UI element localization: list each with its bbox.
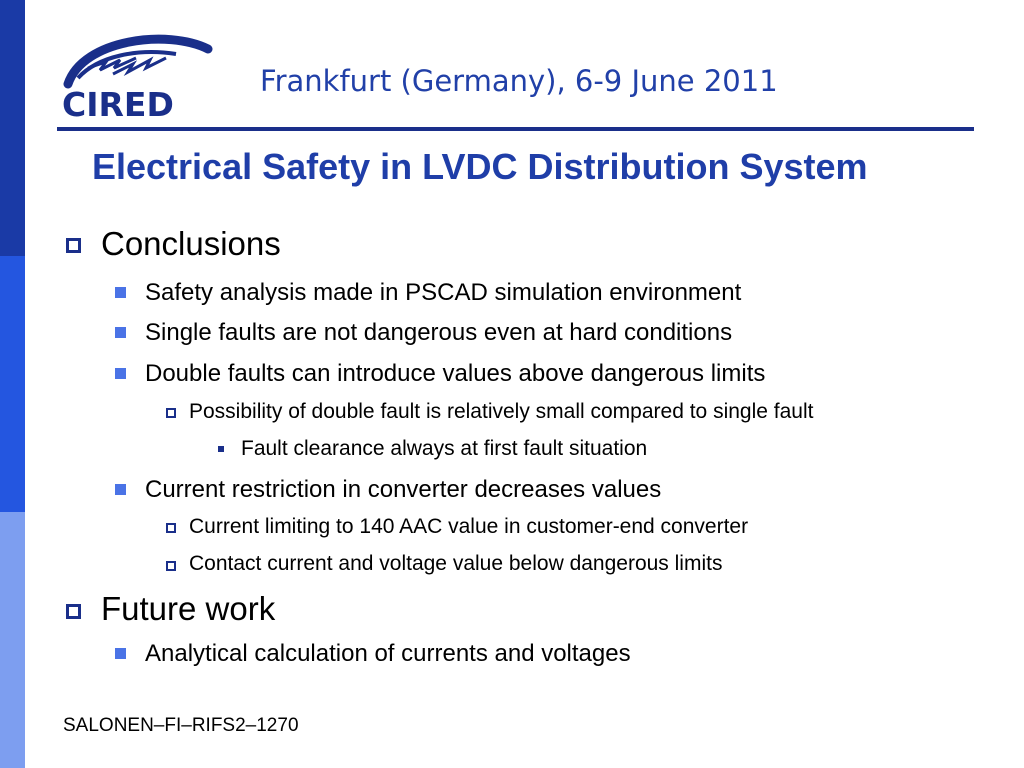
- bullet-item: Analytical calculation of currents and voltages: [145, 640, 631, 667]
- bullet-conclusions: Conclusions: [101, 225, 281, 262]
- square-bullet-icon: [115, 648, 126, 659]
- bullet-item: Current limiting to 140 AAC value in customer-end converter: [189, 515, 749, 538]
- bullet-item: Possibility of double fault is relatively small compared to single fault: [189, 400, 814, 423]
- square-bullet-icon: [115, 327, 126, 338]
- square-bullet-icon: [115, 368, 126, 379]
- bullet-item: Current restriction in converter decreases values: [145, 476, 662, 503]
- square-bullet-icon: [115, 484, 126, 495]
- square-bullet-icon: [66, 604, 81, 619]
- bullet-item: Double faults can introduce values above dangerous limits: [145, 360, 766, 387]
- bullet-item: Fault clearance always at first fault situation: [241, 437, 648, 460]
- square-bullet-icon: [166, 523, 176, 533]
- slide-title: Electrical Safety in LVDC Distribution System: [92, 146, 868, 187]
- square-bullet-icon: [166, 408, 176, 418]
- sidebar-stripe-bottom: [0, 512, 25, 768]
- sidebar-stripe-middle: [0, 256, 25, 512]
- footer-paper-id: SALONEN–FI–RIFS2–1270: [63, 715, 299, 736]
- bullet-future-work: Future work: [101, 590, 276, 627]
- square-bullet-icon: [218, 446, 224, 452]
- square-bullet-icon: [66, 238, 81, 253]
- header-divider: [57, 127, 974, 131]
- cired-logo: [58, 34, 214, 124]
- svg-text:CIRED: CIRED: [62, 85, 174, 124]
- bullet-item: Single faults are not dangerous even at hard conditions: [145, 319, 733, 346]
- square-bullet-icon: [115, 287, 126, 298]
- bullet-item: Contact current and voltage value below dangerous limits: [189, 552, 723, 575]
- sidebar-stripe-top: [0, 0, 25, 256]
- bullet-item: Safety analysis made in PSCAD simulation environment: [145, 279, 742, 306]
- conference-title: Frankfurt (Germany), 6-9 June 2011: [260, 64, 778, 98]
- square-bullet-icon: [166, 561, 176, 571]
